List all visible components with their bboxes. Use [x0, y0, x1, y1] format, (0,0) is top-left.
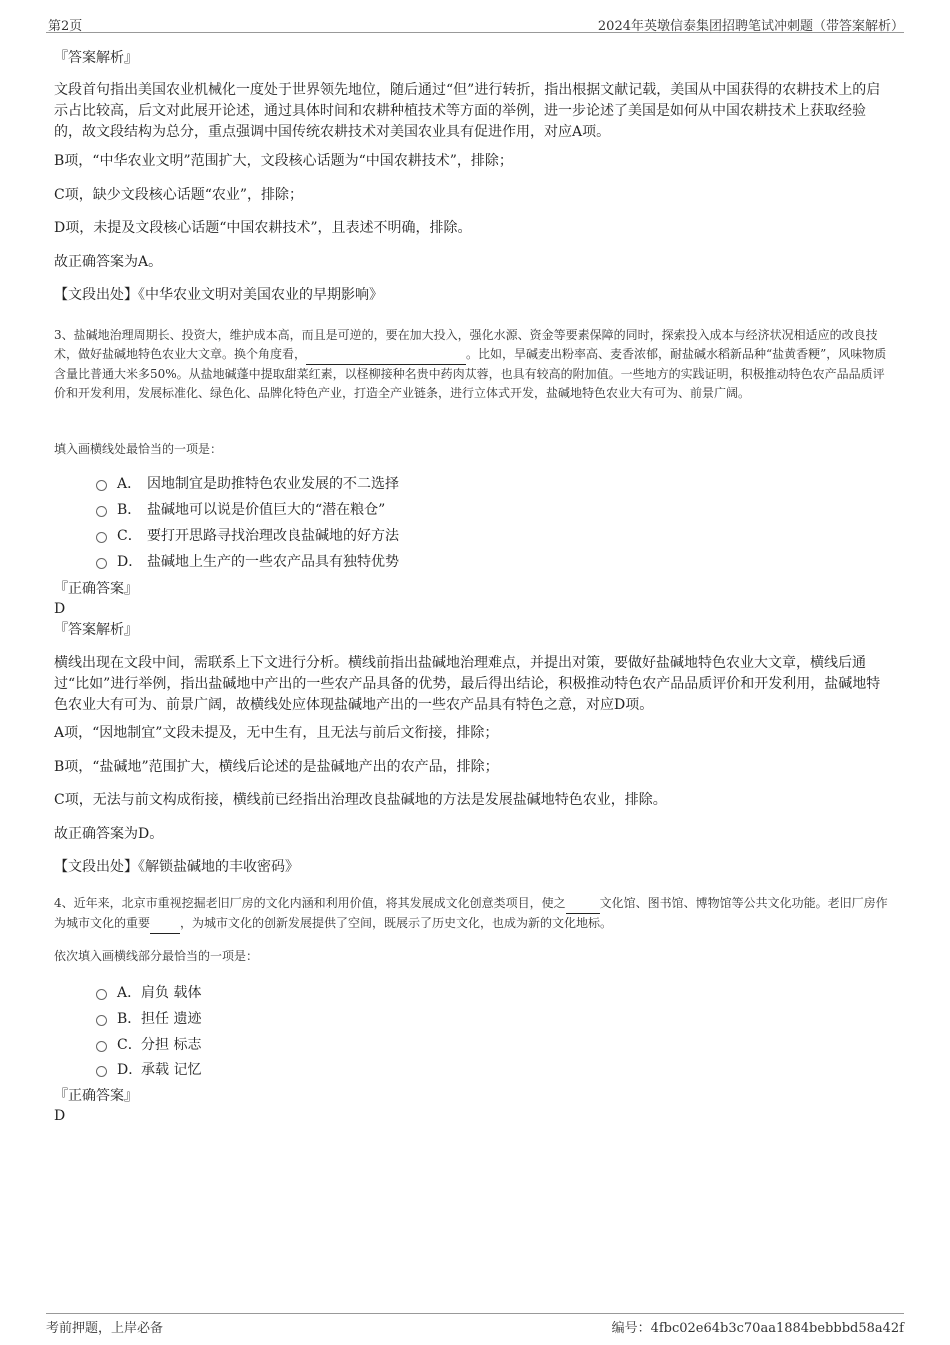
- option-letter: B．: [117, 502, 142, 518]
- q4-stem-part2: 文化馆、图书馆、博物馆等公共文化功能。老旧厂房作为城市文化的重要: [54, 896, 888, 930]
- q3-stem-part2: 。比如，旱碱麦出粉率高、麦香浓郁，耐盐碱水稻新品种“盐黄香粳”，风味物质含量比普通大米多50%。从盐地碱蓬中提取甜菜红素，以柽柳接种名贵中药肉苁蓉，也具有较高的附加值。一些地方的实践证明，积极推动特色农产品品质评价和开发利用，发展标准化、绿色化、品牌化特色产业，打造全产业链条，进行立体式开发，盐碱地特色农业大有可为、前景广阔。: [54, 347, 887, 400]
- radio-icon[interactable]: [96, 558, 107, 569]
- option-text: 分担 标志: [141, 1037, 202, 1053]
- q3-stem-part1: 3、盐碱地治理周期长、投资大，维护成本高，而且是可逆的，要在加大投入，强化水源、资金等要素保障的同时，探索投入成本与经济状况相适应的改良技术，做好盐碱地特色农业大文章。换个角度看，: [54, 328, 878, 361]
- option-letter: D．: [117, 554, 143, 570]
- q3-analysis-label: 『答案解析』: [54, 622, 138, 638]
- q4-blank-2: [150, 914, 180, 934]
- option-letter: D．: [117, 1062, 143, 1078]
- option-letter: C．: [117, 1037, 142, 1053]
- q4-option-d[interactable]: [96, 1059, 201, 1079]
- option-text: 盐碱地上生产的一些农产品具有独特优势: [147, 554, 399, 570]
- q4-answer: D: [54, 1108, 66, 1124]
- q3-option-a[interactable]: [96, 473, 399, 493]
- page-number: 第2页: [48, 19, 83, 34]
- q2-analysis-paragraph: 文段首句指出美国农业机械化一度处于世界领先地位，随后通过“但”进行转折，指出根据文献记载，美国从中国获得的农耕技术上的启示占比较高，后文对此展开论述，通过具体时间和农耕种植技术等方面的举例，进一步论述了美国是如何从中国农耕技术上获取经验的，故文段结构为总分，重点强调中国传统农耕技术对美国农业具有促进作用，对应A项。: [54, 82, 881, 140]
- q2-analysis-c: C项，缺少文段核心话题“农业”，排除；: [54, 187, 304, 203]
- q4-option-c[interactable]: [96, 1034, 201, 1054]
- q3-analysis-paragraph: 横线出现在文段中间，需联系上下文进行分析。横线前指出盐碱地治理难点，并提出对策，要做好盐碱地特色农业大文章，横线后通过“比如”进行举例，指出盐碱地中产出的一些农产品具备的优势，最后得出结论，积极推动特色农产品品质评价和开发利用，盐碱地特色农业大有可为、前景广阔，故横线处应体现盐碱地产出的一些农产品具有特色之意，对应D项。: [54, 655, 881, 713]
- q3-analysis-a: A项，“因地制宜”文段未提及，无中生有，且无法与前后文衔接，排除；: [54, 725, 499, 741]
- q4-stem-part3: ，为城市文化的创新发展提供了空间，既展示了历史文化，也成为新的文化地标。: [180, 916, 613, 930]
- option-letter: B．: [117, 1011, 142, 1027]
- q4-option-b[interactable]: [96, 1008, 201, 1028]
- footer-serial: 编号：4fbc02e64b3c70aa1884bebbbd58a42f: [611, 1321, 904, 1336]
- radio-icon[interactable]: [96, 1015, 107, 1026]
- q3-option-c[interactable]: [96, 525, 399, 545]
- q2-analysis-d: D项，未提及文段核心话题“中国农耕技术”，且表述不明确，排除。: [54, 220, 472, 236]
- radio-icon[interactable]: [96, 989, 107, 1000]
- option-text: 盐碱地可以说是价值巨大的“潜在粮仓”: [147, 502, 386, 518]
- q3-answer-label: 『正确答案』: [54, 581, 138, 597]
- q3-answer: D: [54, 601, 66, 617]
- q4-stem-part1: 4、近年来，北京市重视挖掘老旧厂房的文化内涵和利用价值，将其发展成文化创意类项目，使之: [54, 896, 566, 910]
- option-text: 承载 记忆: [141, 1062, 202, 1078]
- q3-option-b[interactable]: [96, 499, 385, 519]
- q3-source: 【文段出处】《解锁盐碱地的丰收密码》: [54, 859, 299, 875]
- q3-option-d[interactable]: [96, 551, 399, 571]
- radio-icon[interactable]: [96, 480, 107, 491]
- option-text: 肩负 载体: [141, 985, 202, 1001]
- radio-icon[interactable]: [96, 532, 107, 543]
- q4-option-a[interactable]: [96, 982, 201, 1002]
- page-footer: [46, 1313, 904, 1336]
- radio-icon[interactable]: [96, 1041, 107, 1052]
- q4-answer-label: 『正确答案』: [54, 1088, 138, 1104]
- q3-stem: [54, 326, 889, 403]
- option-letter: A．: [117, 476, 142, 492]
- page-header: [46, 10, 904, 33]
- option-letter: A．: [117, 985, 142, 1001]
- q3-prompt: 填入画横线处最恰当的一项是：: [54, 442, 223, 456]
- q3-analysis-c: C项，无法与前文构成衔接，横线前已经指出治理改良盐碱地的方法是发展盐碱地特色农业，排除。: [54, 792, 667, 808]
- q4-blank-1: [566, 894, 600, 914]
- q2-conclusion: 故正确答案为A。: [54, 254, 163, 270]
- footer-slogan: 考前押题，上岸必备: [46, 1321, 164, 1336]
- q3-conclusion: 故正确答案为D。: [54, 826, 164, 842]
- q3-analysis-b: B项，“盐碱地”范围扩大，横线后论述的是盐碱地产出的农产品，排除；: [54, 759, 499, 775]
- option-text: 要打开思路寻找治理改良盐碱地的好方法: [147, 528, 399, 544]
- option-text: 担任 遗迹: [141, 1011, 202, 1027]
- document-title: 2024年英墩信泰集团招聘笔试冲刺题（带答案解析）: [597, 19, 904, 34]
- q2-source: 【文段出处】《中华农业文明对美国农业的早期影响》: [54, 287, 383, 303]
- q4-prompt: 依次填入画横线部分最恰当的一项是：: [54, 949, 259, 963]
- radio-icon[interactable]: [96, 1066, 107, 1077]
- option-text: 因地制宜是助推特色农业发展的不二选择: [147, 476, 399, 492]
- option-letter: C．: [117, 528, 142, 544]
- q4-stem: [54, 894, 889, 934]
- radio-icon[interactable]: [96, 506, 107, 517]
- q3-blank: [306, 345, 466, 365]
- q2-analysis-label: 『答案解析』: [54, 50, 138, 66]
- q2-analysis-b: B项，“中华农业文明”范围扩大，文段核心话题为“中国农耕技术”，排除；: [54, 153, 513, 169]
